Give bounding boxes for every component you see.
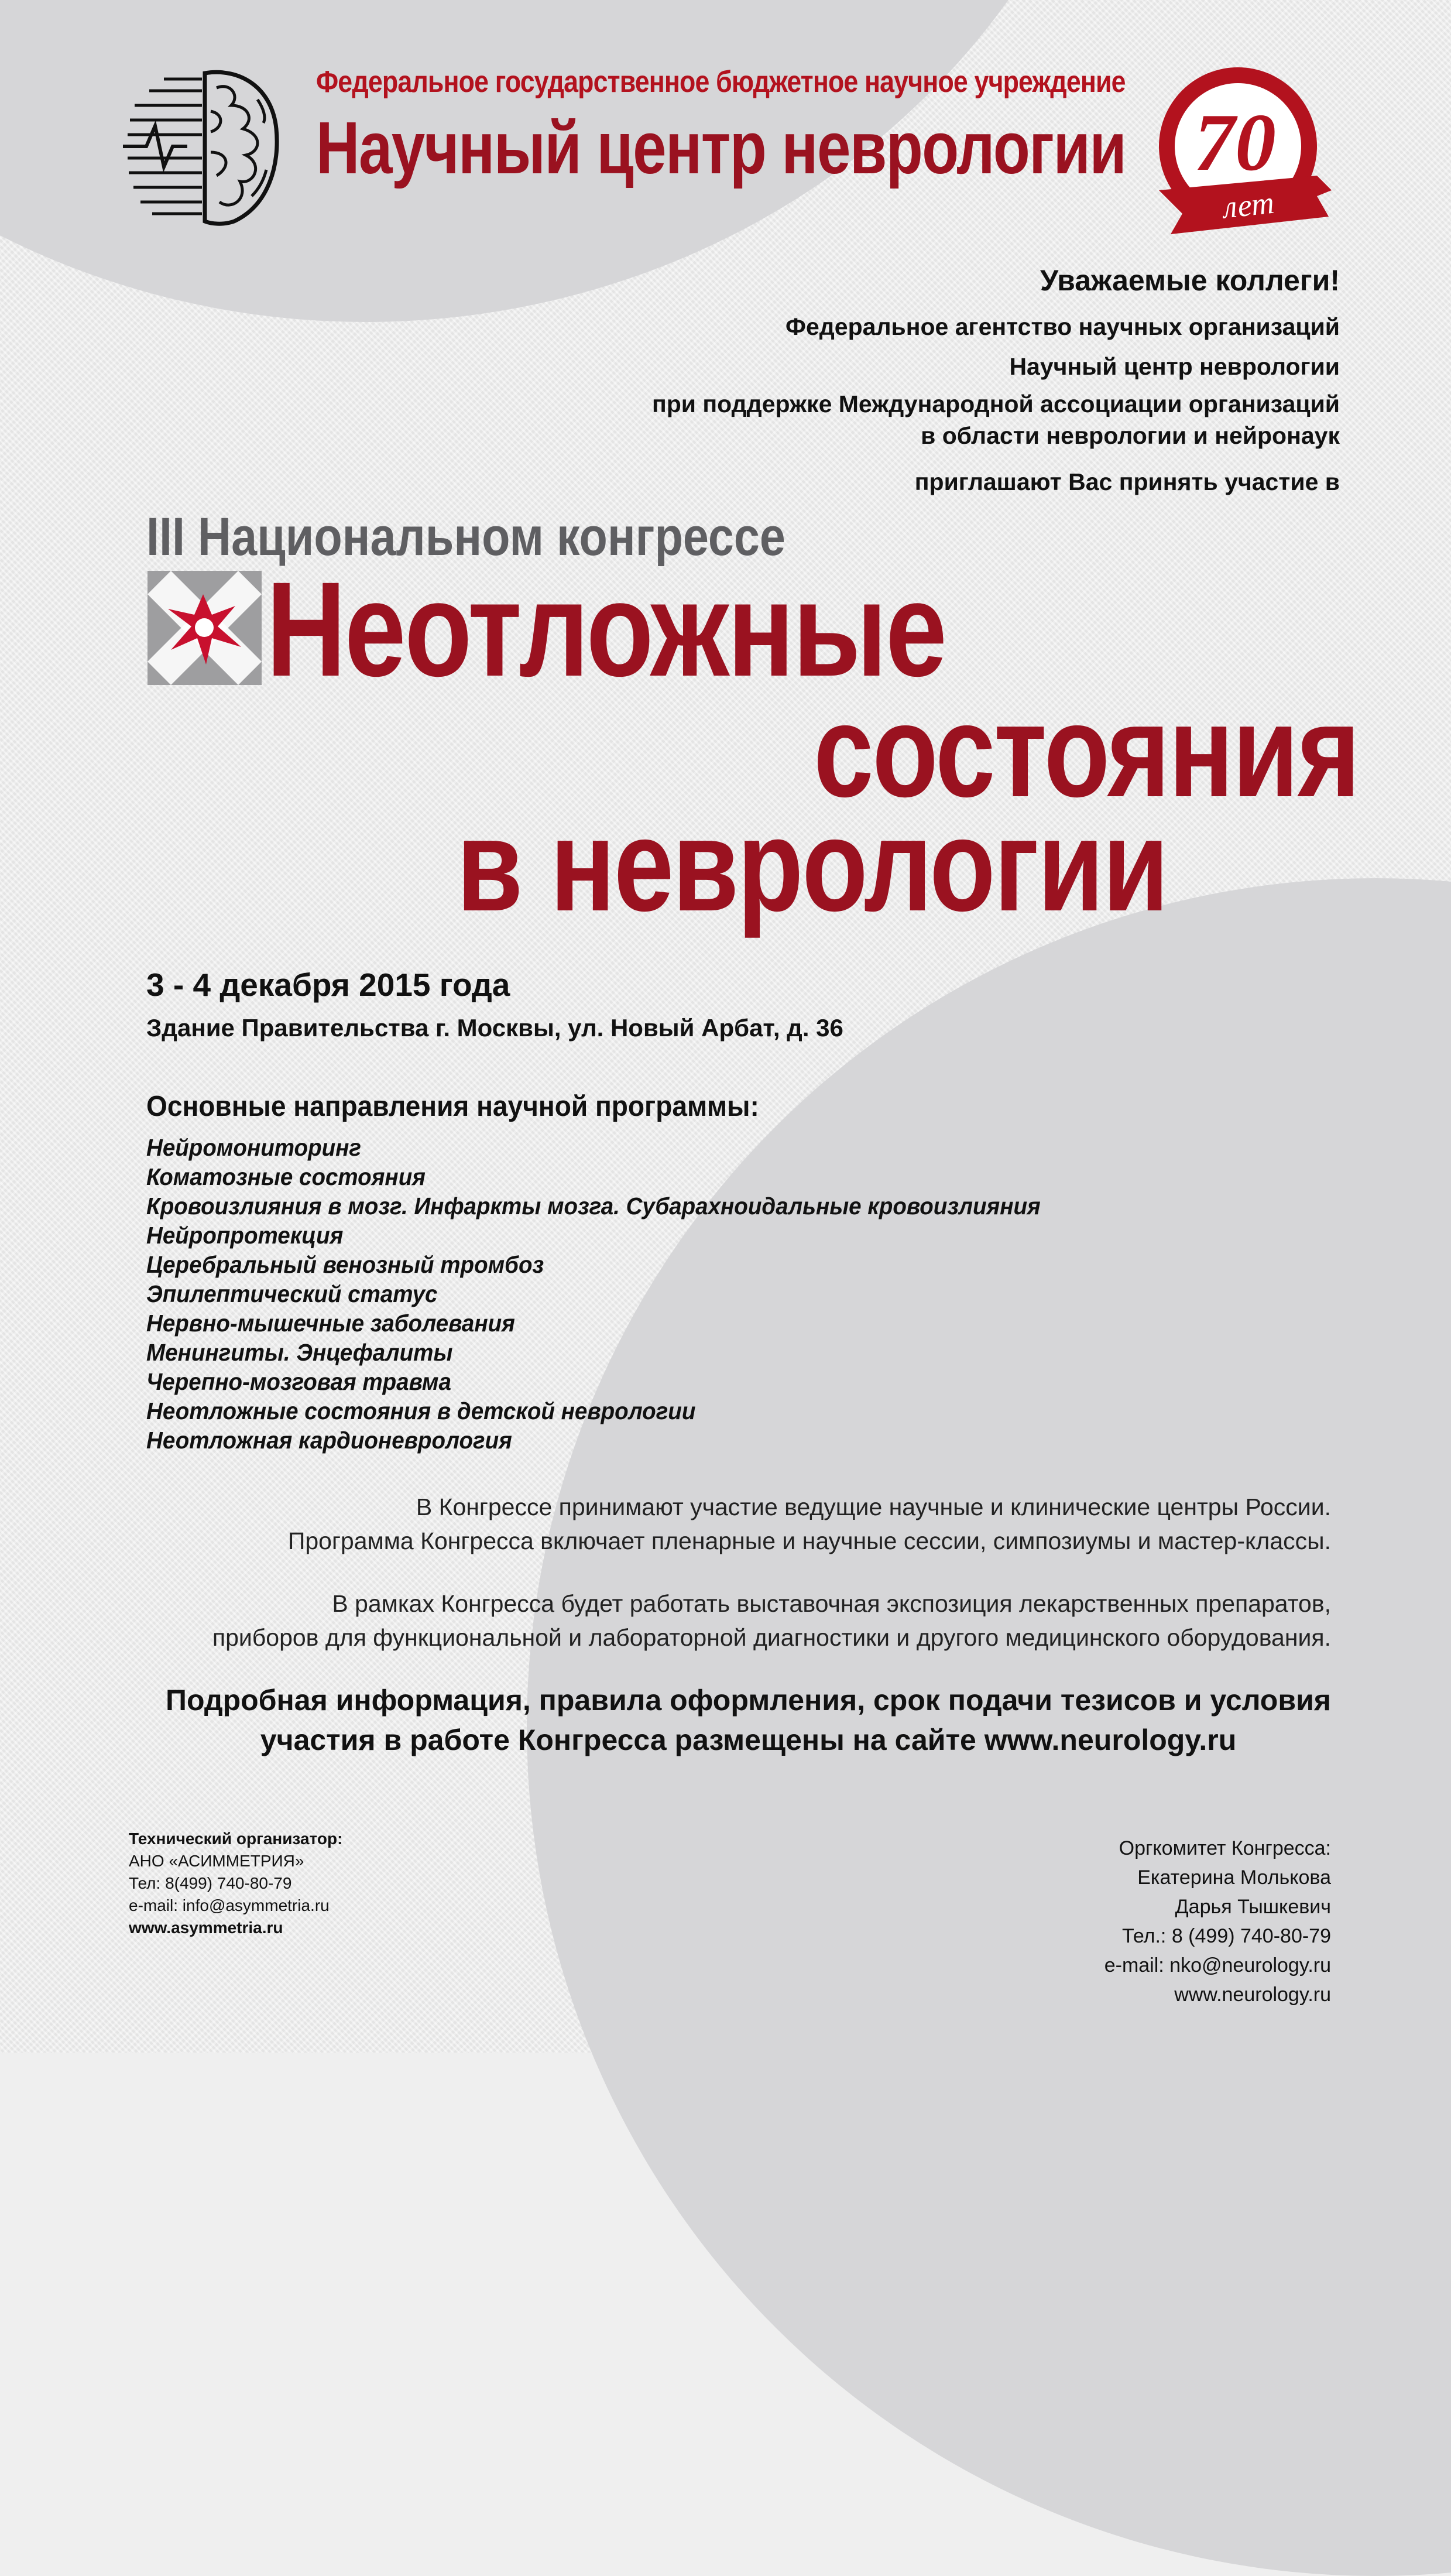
info-paragraph xyxy=(166,1680,1331,1760)
congress-subtitle: III Национальном конгрессе xyxy=(146,507,785,567)
list-item: Церебральный венозный тромбоз xyxy=(146,1251,544,1278)
tech-organizer-email: e-mail: info@asymmetria.ru xyxy=(129,1896,330,1914)
event-venue: Здание Правительства г. Москвы, ул. Новый Арбат, д. 36 xyxy=(146,1014,843,1042)
invite-line: приглашают Вас принять участие в xyxy=(914,468,1340,495)
neuron-icon xyxy=(147,571,262,685)
org-committee-person-2: Дарья Тышкевич xyxy=(1175,1896,1331,1918)
org-line-4: в области неврологии и нейронаук xyxy=(921,422,1340,449)
paragraph-line: В рамках Конгресса будет работать выставочная экспозиция лекарственных препаратов, xyxy=(332,1590,1331,1617)
org-line-1: Федеральное агентство научных организаций xyxy=(785,313,1340,340)
anniversary-badge xyxy=(1147,59,1340,252)
list-item: Кровоизлияния в мозг. Инфаркты мозга. Субарахноидальные кровоизлияния xyxy=(146,1193,1041,1220)
org-type: Федеральное государственное бюджетное научное учреждение xyxy=(316,65,1126,99)
paragraph-line: участия в работе Конгресса размещены на сайте www.neurology.ru xyxy=(260,1724,1237,1756)
org-committee-site: www.neurology.ru xyxy=(1174,1984,1331,2006)
list-item: Коматозные состояния xyxy=(146,1163,426,1190)
description-paragraph-2 xyxy=(212,1587,1331,1654)
paragraph-line: приборов для функциональной и лабораторной диагностики и другого медицинского оборудования. xyxy=(212,1624,1331,1651)
list-item: Нейромониторинг xyxy=(146,1134,361,1161)
list-item: Нейропротекция xyxy=(146,1222,344,1249)
org-committee xyxy=(1104,1834,1331,2009)
org-committee-phone: Тел.: 8 (499) 740-80-79 xyxy=(1122,1925,1331,1947)
tech-organizer-site: www.asymmetria.ru xyxy=(129,1919,283,1937)
paragraph-line: В Конгрессе принимают участие ведущие научные и клинические центры России. xyxy=(416,1493,1331,1520)
tech-organizer-title: Технический организатор: xyxy=(129,1830,343,1848)
org-line-3: при поддержке Международной ассоциации организаций xyxy=(651,390,1340,417)
paragraph-line: Подробная информация, правила оформления, срок подачи тезисов и условия xyxy=(166,1684,1331,1717)
org-line-2: Научный центр неврологии xyxy=(1009,353,1340,380)
greeting: Уважаемые коллеги! xyxy=(1040,264,1340,297)
list-item: Черепно-мозговая травма xyxy=(146,1368,451,1395)
list-item: Неотложные состояния в детской неврологии xyxy=(146,1397,696,1424)
tech-organizer xyxy=(129,1828,342,1939)
org-committee-email: e-mail: nko@neurology.ru xyxy=(1104,1954,1331,1976)
description-paragraph-1 xyxy=(288,1490,1331,1558)
anniversary-number: 70 xyxy=(1194,97,1276,188)
title-line-3: в неврологии xyxy=(457,791,1168,938)
list-item: Менингиты. Энцефалиты xyxy=(146,1339,453,1366)
tech-organizer-name: АНО «АСИММЕТРИЯ» xyxy=(129,1852,304,1870)
list-item: Эпилептический статус xyxy=(146,1280,438,1307)
paragraph-line: Программа Конгресса включает пленарные и научные сессии, симпозиумы и мастер-классы. xyxy=(287,1527,1331,1554)
list-item: Нервно-мышечные заболевания xyxy=(146,1310,515,1337)
anniversary-word: лет xyxy=(1221,184,1276,225)
org-committee-person-1: Екатерина Молькова xyxy=(1137,1866,1331,1889)
title-line-1: Неотложные xyxy=(266,554,946,704)
program-topics xyxy=(146,1133,1097,1455)
org-name: Научный центр неврологии xyxy=(316,107,1126,189)
program-heading: Основные направления научной программы: xyxy=(146,1091,759,1122)
list-item: Неотложная кардионеврология xyxy=(146,1427,512,1454)
title-line-2: состояния xyxy=(814,677,1359,824)
org-committee-title: Оргкомитет Конгресса: xyxy=(1119,1837,1331,1859)
brain-icon xyxy=(123,64,281,228)
tech-organizer-phone: Тел: 8(499) 740-80-79 xyxy=(129,1874,292,1892)
event-date: 3 - 4 декабря 2015 года xyxy=(146,967,510,1003)
